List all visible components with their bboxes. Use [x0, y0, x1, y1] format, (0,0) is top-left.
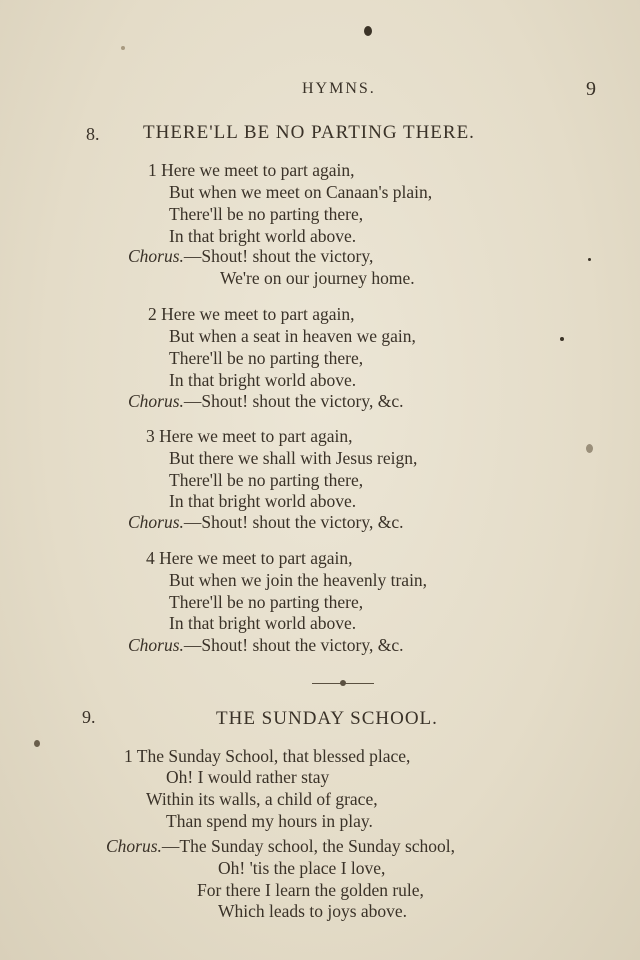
- verse-line: 2 Here we meet to part again,: [148, 304, 355, 324]
- ink-blot: [364, 26, 372, 36]
- verse-line: There'll be no parting there,: [169, 592, 364, 612]
- verse-line: 1 The Sunday School, that blessed place,: [124, 746, 411, 766]
- chorus-line: [128, 391, 403, 412]
- chorus-text: —Shout! shout the victory, &c.: [183, 512, 404, 532]
- verse-line: Oh! I would rather stay: [166, 767, 330, 787]
- paper-speck: [588, 258, 591, 261]
- chorus-text: —Shout! shout the victory, &c.: [183, 635, 404, 655]
- verse-line: There'll be no parting there,: [169, 204, 364, 224]
- chorus-text: —Shout! shout the victory, &c.: [183, 391, 404, 411]
- chorus-label: Chorus.: [128, 391, 184, 411]
- verse-line: But there we shall with Jesus reign,: [169, 448, 418, 468]
- hymn-number: 8.: [86, 124, 100, 144]
- chorus-line: For there I learn the golden rule,: [197, 880, 424, 900]
- chorus-line: [128, 246, 373, 267]
- verse-line: In that bright world above.: [169, 226, 357, 246]
- chorus-line: Which leads to joys above.: [218, 901, 408, 921]
- chorus-text: —The Sunday school, the Sunday school,: [161, 836, 456, 856]
- divider-ornament: [340, 680, 346, 686]
- hymn-number: 9.: [82, 707, 96, 727]
- verse-line: Than spend my hours in play.: [166, 811, 373, 831]
- verse-line: 3 Here we meet to part again,: [146, 426, 353, 446]
- verse-line: 1 Here we meet to part again,: [148, 160, 355, 180]
- verse-line: But when a seat in heaven we gain,: [169, 326, 416, 346]
- hymn-title: THERE'LL BE NO PARTING THERE.: [143, 122, 475, 143]
- chorus-label: Chorus.: [106, 836, 162, 856]
- page-number: 9: [586, 78, 596, 100]
- verse-line: In that bright world above.: [169, 613, 357, 633]
- chorus-line: Oh! 'tis the place I love,: [218, 858, 386, 878]
- verse-line: But when we join the heavenly train,: [169, 570, 428, 590]
- verse-line: But when we meet on Canaan's plain,: [169, 182, 433, 202]
- hymn-title: THE SUNDAY SCHOOL.: [216, 708, 438, 729]
- chorus-line: [128, 512, 403, 533]
- verse-line: 4 Here we meet to part again,: [146, 548, 353, 568]
- chorus-label: Chorus.: [128, 512, 184, 532]
- paper-speck: [121, 46, 125, 50]
- paper-speck: [560, 337, 564, 341]
- verse-line: Within its walls, a child of grace,: [146, 789, 378, 809]
- running-header: HYMNS.: [302, 80, 376, 97]
- chorus-label: Chorus.: [128, 246, 184, 266]
- paper-stain: [586, 444, 593, 453]
- chorus-line: [106, 836, 455, 857]
- chorus-line: [128, 635, 403, 656]
- verse-line: In that bright world above.: [169, 491, 357, 511]
- verse-line: In that bright world above.: [169, 370, 357, 390]
- paper-stain: [34, 740, 40, 747]
- chorus-line: We're on our journey home.: [220, 268, 415, 288]
- chorus-label: Chorus.: [128, 635, 184, 655]
- chorus-text: —Shout! shout the victory,: [183, 246, 374, 266]
- verse-line: There'll be no parting there,: [169, 348, 364, 368]
- verse-line: There'll be no parting there,: [169, 470, 364, 490]
